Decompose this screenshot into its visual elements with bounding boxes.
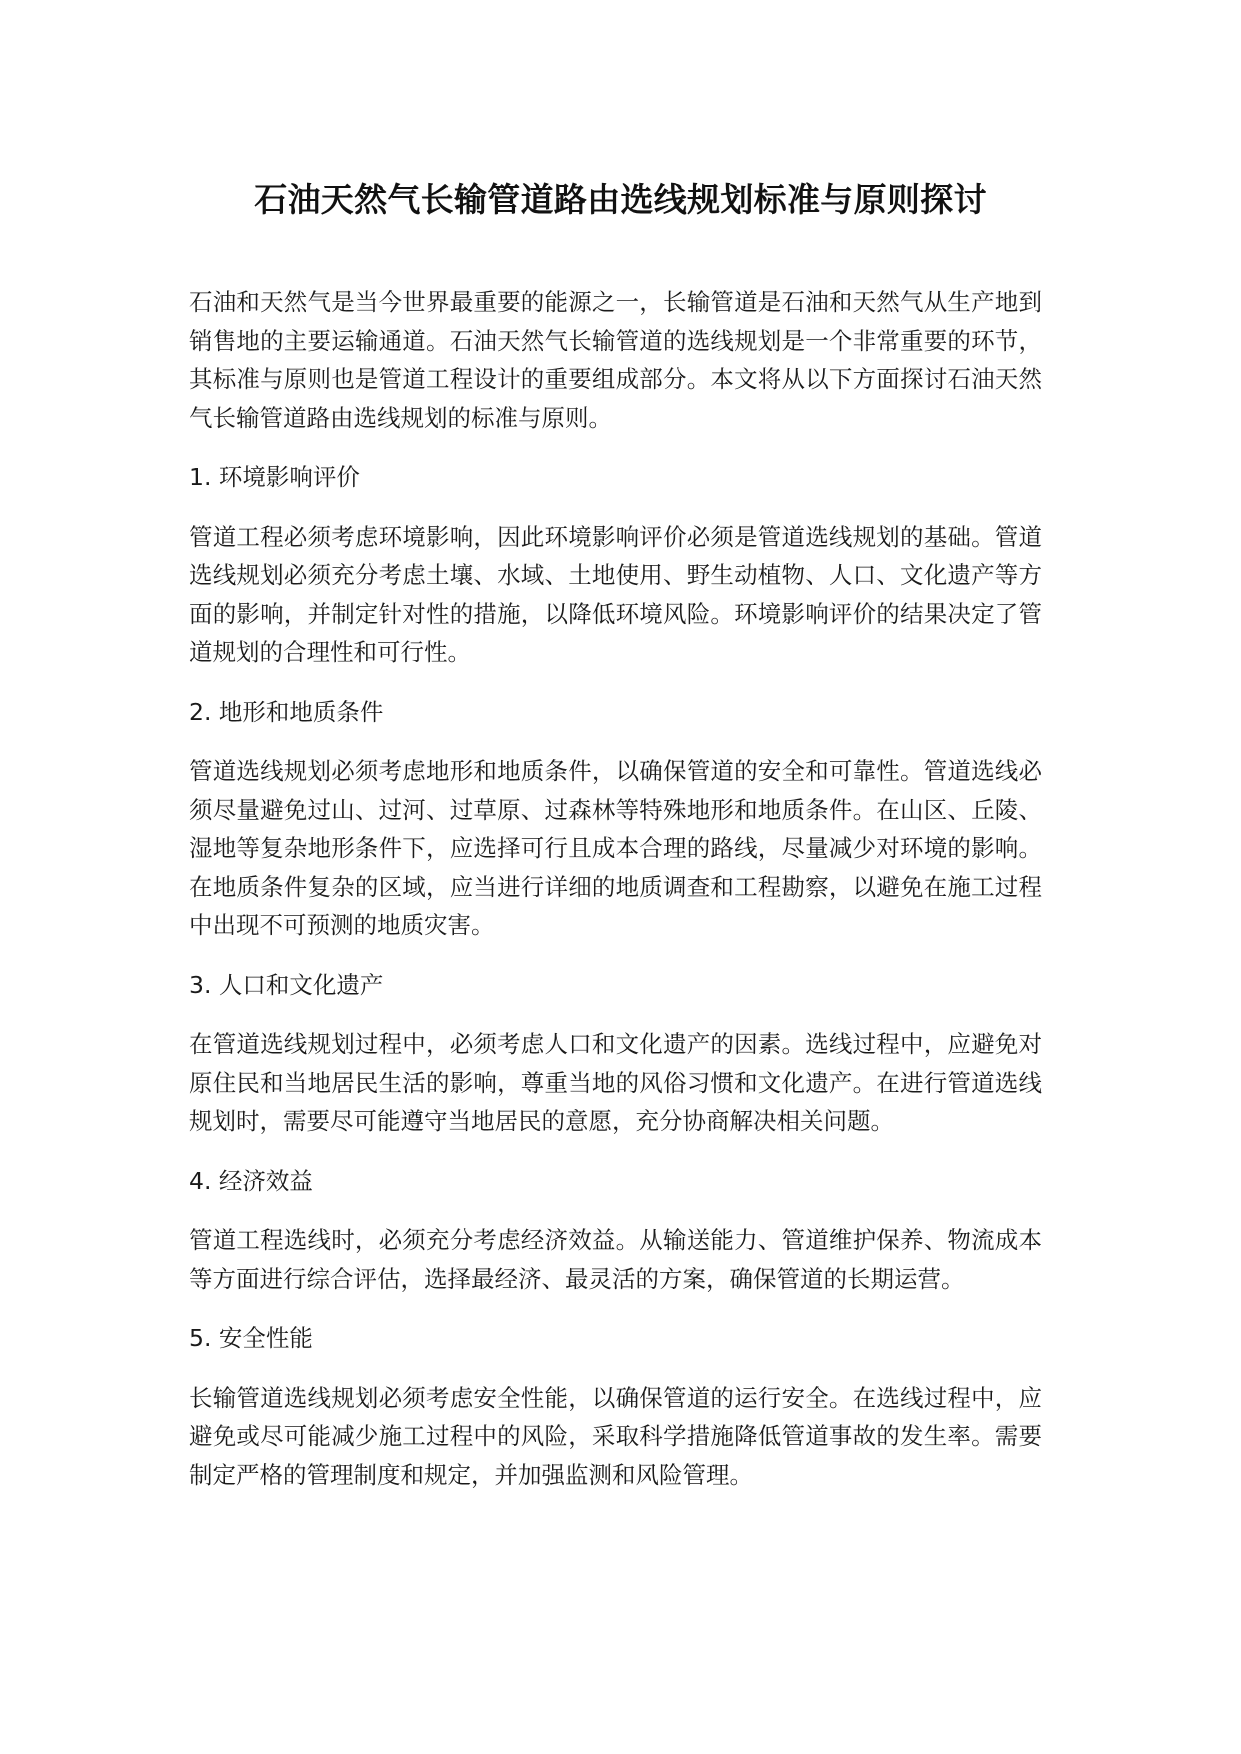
section-body-population: 在管道选线规划过程中，必须考虑人口和文化遗产的因素。选线过程中，应避免对原住民和当地居民生活的影响，尊重当地的风俗习惯和文化遗产。在进行管道选线规划时，需要尽可能遵守当地居民的意愿，充分协商解决相关问题。: [189, 1030, 1042, 1135]
section-heading-population: 3. 人口和文化遗产: [189, 970, 384, 999]
section-heading-terrain: 2. 地形和地质条件: [189, 697, 384, 726]
document-body: [189, 283, 1042, 1494]
section-heading-economy: 4. 经济效益: [189, 1166, 313, 1195]
section-body-terrain: 管道选线规划必须考虑地形和地质条件，以确保管道的安全和可靠性。管道选线必须尽量避免过山、过河、过草原、过森林等特殊地形和地质条件。在山区、丘陵、湿地等复杂地形条件下，应选择可行且成本合理的路线，尽量减少对环境的影响。在地质条件复杂的区域，应当进行详细的地质调查和工程勘察，以避免在施工过程中出现不可预测的地质灾害。: [189, 757, 1042, 939]
intro-paragraph: 石油和天然气是当今世界最重要的能源之一，长输管道是石油和天然气从生产地到销售地的主要运输通道。石油天然气长输管道的选线规划是一个非常重要的环节，其标准与原则也是管道工程设计的重要组成部分。本文将从以下方面探讨石油天然气长输管道路由选线规划的标准与原则。: [189, 288, 1042, 432]
section-heading-environment: 1. 环境影响评价: [189, 463, 360, 491]
section-heading-safety: 5. 安全性能: [189, 1324, 313, 1352]
section-body-economy: 管道工程选线时，必须充分考虑经济效益。从输送能力、管道维护保养、物流成本等方面进行综合评估，选择最经济、最灵活的方案，确保管道的长期运营。: [189, 1226, 1042, 1293]
section-body-safety: 长输管道选线规划必须考虑安全性能，以确保管道的运行安全。在选线过程中，应避免或尽可能减少施工过程中的风险，采取科学措施降低管道事故的发生率。需要制定严格的管理制度和规定，并加强监测和风险管理。: [189, 1383, 1042, 1489]
page-title: 石油天然气长输管道路由选线规划标准与原则探讨: [254, 180, 987, 219]
section-body-environment: 管道工程必须考虑环境影响，因此环境影响评价必须是管道选线规划的基础。管道选线规划必须充分考虑土壤、水域、土地使用、野生动植物、人口、文化遗产等方面的影响，并制定针对性的措施，以降低环境风险。环境影响评价的结果决定了管道规划的合理性和可行性。: [189, 522, 1042, 666]
